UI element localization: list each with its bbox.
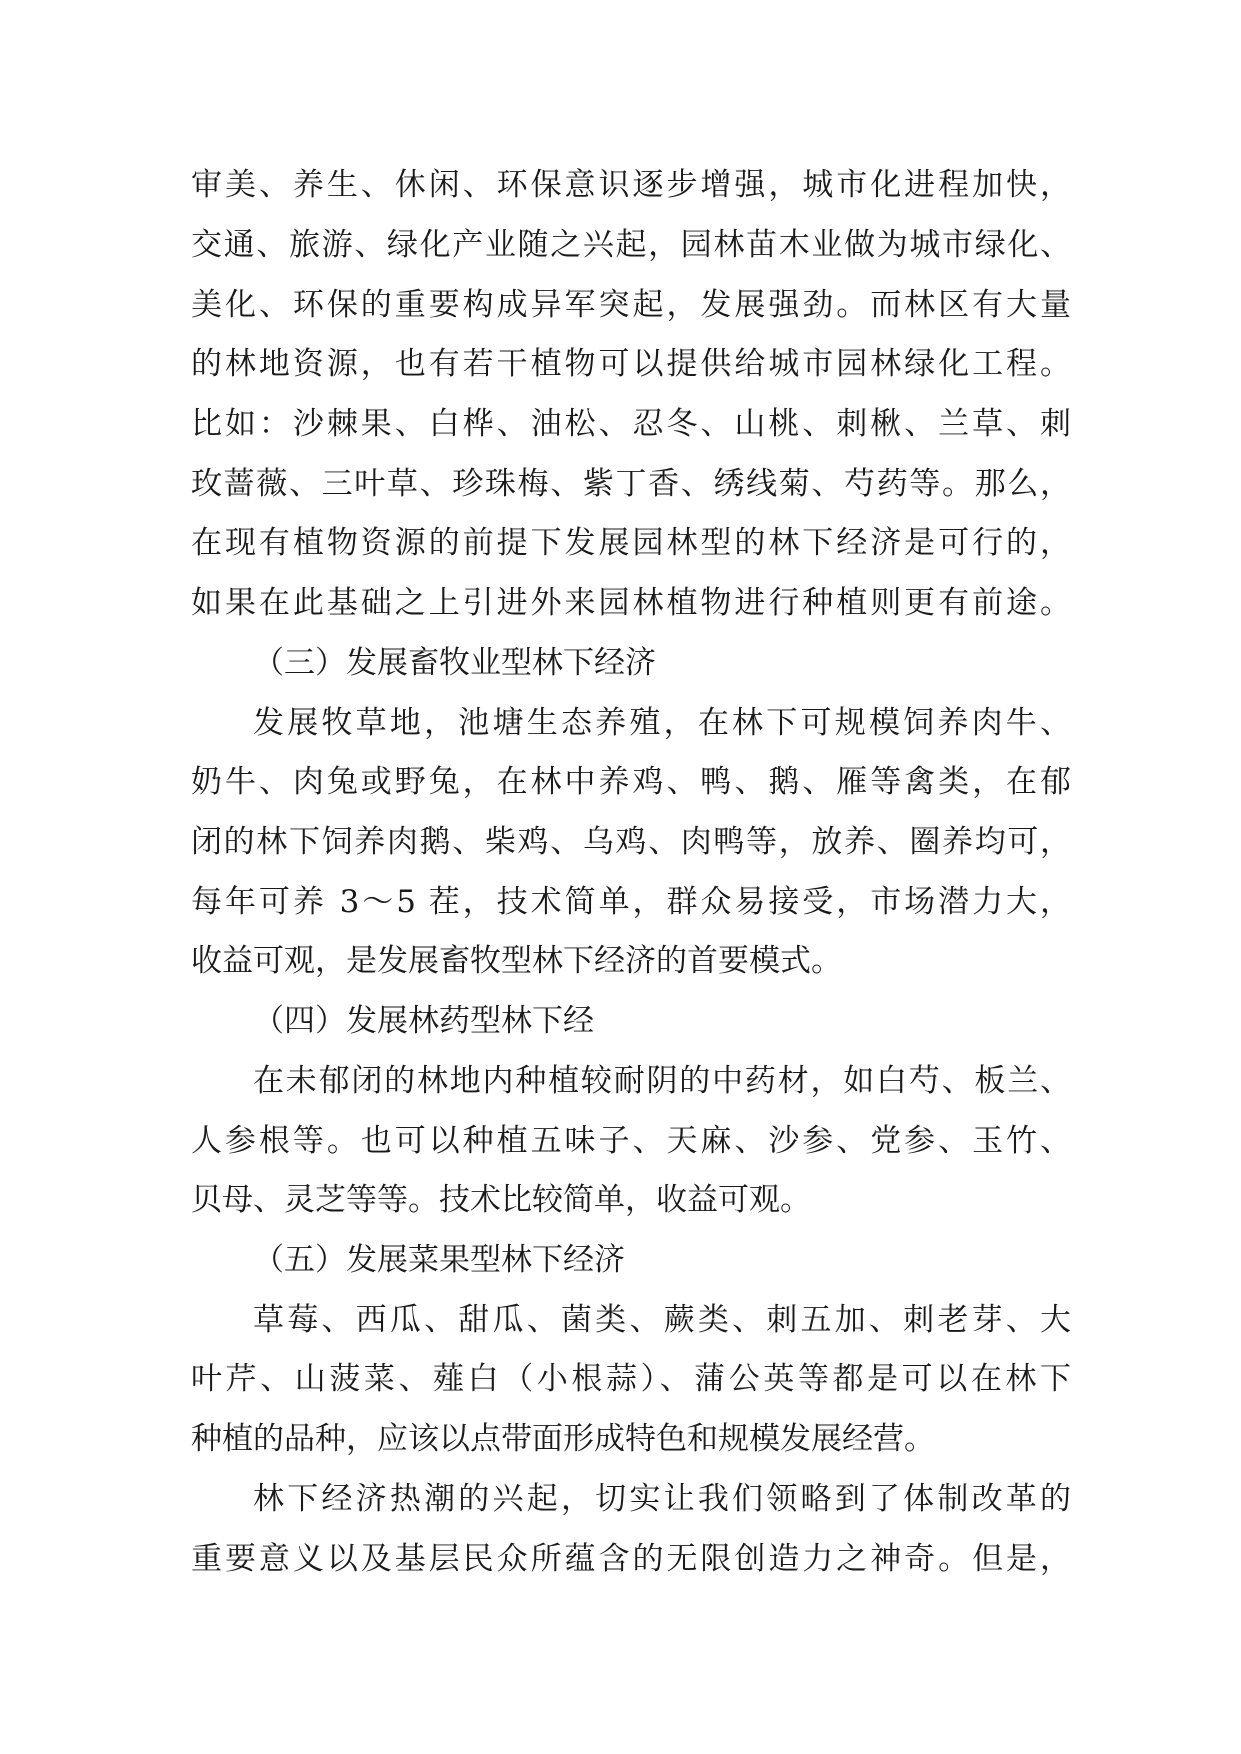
text-line-23: 林下经济热潮的兴起，切实让我们领略到了体制改革的 <box>253 1481 1071 1517</box>
text-line-7: 在现有植物资源的前提下发展园林型的林下经济是可行的， <box>191 525 1071 561</box>
text-line-12: 闭的林下饲养肉鹅、柴鸡、乌鸡、肉鸭等，放养、圈养均可， <box>191 824 1071 860</box>
text-line-18: 贝母、灵芝等等。技术比较简单，收益可观。 <box>191 1182 811 1218</box>
text-line-21: 叶芹、山菠菜、薤白（小根蒜）、蒲公英等都是可以在林下 <box>191 1361 1071 1397</box>
text-line-24: 重要意义以及基层民众所蕴含的无限创造力之神奇。但是， <box>191 1541 1071 1577</box>
text-line-3: 美化、环保的重要构成异军突起，发展强劲。而林区有大量 <box>191 287 1071 323</box>
text-line-8: 如果在此基础之上引进外来园林植物进行种植则更有前途。 <box>191 585 1071 621</box>
text-line-5: 比如：沙棘果、白桦、油松、忍冬、山桃、刺楸、兰草、刺 <box>191 406 1071 442</box>
text-line-17: 人参根等。也可以种植五味子、天麻、沙参、党参、玉竹、 <box>191 1123 1071 1159</box>
text-line-16: 在未郁闭的林地内种植较耐阴的中药材，如白芍、板兰、 <box>253 1063 1071 1099</box>
text-line-22: 种植的品种，应该以点带面形成特色和规模发展经营。 <box>191 1421 935 1457</box>
text-line-11: 奶牛、肉兔或野兔，在林中养鸡、鸭、鹅、雁等禽类，在郁 <box>191 764 1071 800</box>
section-heading-5: （五）发展菜果型林下经济 <box>253 1242 625 1278</box>
text-line-14: 收益可观，是发展畜牧型林下经济的首要模式。 <box>191 943 842 979</box>
text-line-1: 审美、养生、休闲、环保意识逐步增强，城市化进程加快， <box>191 167 1071 203</box>
section-heading-3: （三）发展畜牧业型林下经济 <box>253 645 656 681</box>
section-heading-4: （四）发展林药型林下经 <box>253 1003 594 1039</box>
text-line-13: 每年可养 3～5 茬，技术简单，群众易接受，市场潜力大， <box>191 884 1071 920</box>
text-line-2: 交通、旅游、绿化产业随之兴起，园林苗木业做为城市绿化、 <box>191 227 1071 263</box>
text-line-20: 草莓、西瓜、甜瓜、菌类、蕨类、刺五加、刺老芽、大 <box>253 1302 1071 1338</box>
text-line-4: 的林地资源，也有若干植物可以提供给城市园林绿化工程。 <box>191 346 1071 382</box>
text-line-10: 发展牧草地，池塘生态养殖，在林下可规模饲养肉牛、 <box>253 705 1071 741</box>
text-line-6: 玫蔷薇、三叶草、珍珠梅、紫丁香、绣线菊、芍药等。那么， <box>191 466 1071 502</box>
